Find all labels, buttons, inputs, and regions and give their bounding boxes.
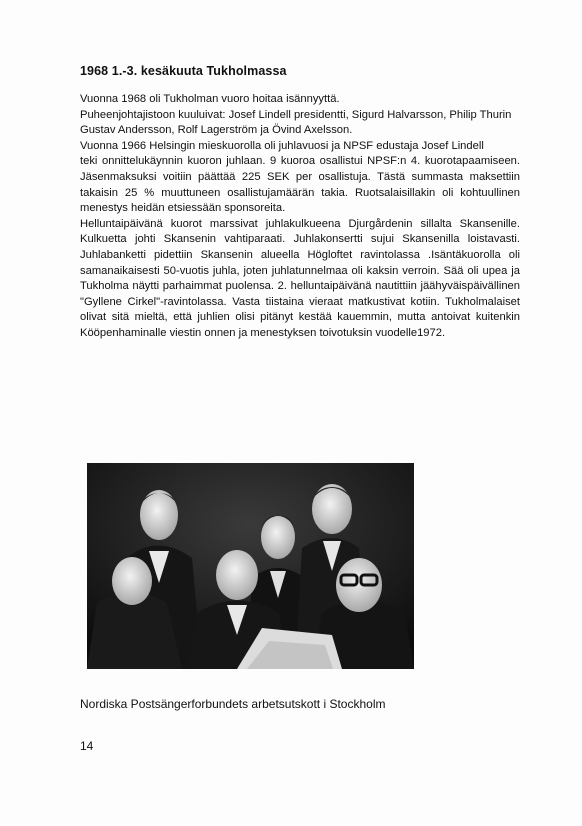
page-number: 14 <box>80 739 94 753</box>
paragraph: teki onnittelukäynnin kuoron juhlaan. 9 kuoroa osallistui NPSF:n 4. kuorotapaamiseen. Jäsenmaksuksi voitiin päättää 225 SEK per osallistuja. Tästä summasta maksettiin takaisin 25 % muuttuneen osallistujamäärän takia. Ruotsalaisillakin oli kohtuullinen menestys heidän etsiessään sponsoreita. <box>80 155 520 215</box>
paragraph: Vuonna 1968 oli Tukholman vuoro hoitaa isännyyttä. <box>80 93 340 105</box>
photo-caption: Nordiska Postsängerforbundets arbetsutskott i Stockholm <box>80 697 386 711</box>
group-photo <box>87 463 414 669</box>
section-heading: 1968 1.-3. kesäkuuta Tukholmassa <box>80 64 287 78</box>
group-photo-illustration <box>87 463 414 669</box>
paragraph: Helluntaipäivänä kuorot marssivat juhlakulkueena Djurgårdenin sillalta Skansenille. Kulkuetta johti Skansenin vahtiparaati. Juhlakonsertti sujui Skansenilla loistavasti. Juhlabanketti pidettiin Skansenin alueella Högloftet ravintolassa .Isäntäkuorolla oli samanaikaisesti 50-vuotis juhla, joten juhlatunnelmaa oli kaksin verroin. Sää oli upea ja Tukholma näytti parhaimmat puolensa. 2. helluntaipäivänä nautittiin jäähyväispäivällinen "Gyllene Cirkel"-ravintolassa. Vasta tiistaina vieraat matkustivat kotiin. Tukholmalaiset olivat sitä mieltä, että juhlien olisi pitänyt kestää kauemmin, mutta antoivat kuitenkin Kööpenhaminalle viestin onnen ja menestyksen toivotuksin vuodelle1972. <box>80 217 520 339</box>
paragraph: Gustav Andersson, Rolf Lagerström ja Övind Axelsson. <box>80 124 353 137</box>
body-text <box>80 92 520 342</box>
paragraph: Puheenjohtajistoon kuuluivat: Josef Lindell presidentti, Sigurd Halvarsson, Philip Thurin <box>80 108 512 121</box>
paragraph: Vuonna 1966 Helsingin mieskuorolla oli juhlavuosi ja NPSF edustaja Josef Lindell <box>80 139 484 152</box>
